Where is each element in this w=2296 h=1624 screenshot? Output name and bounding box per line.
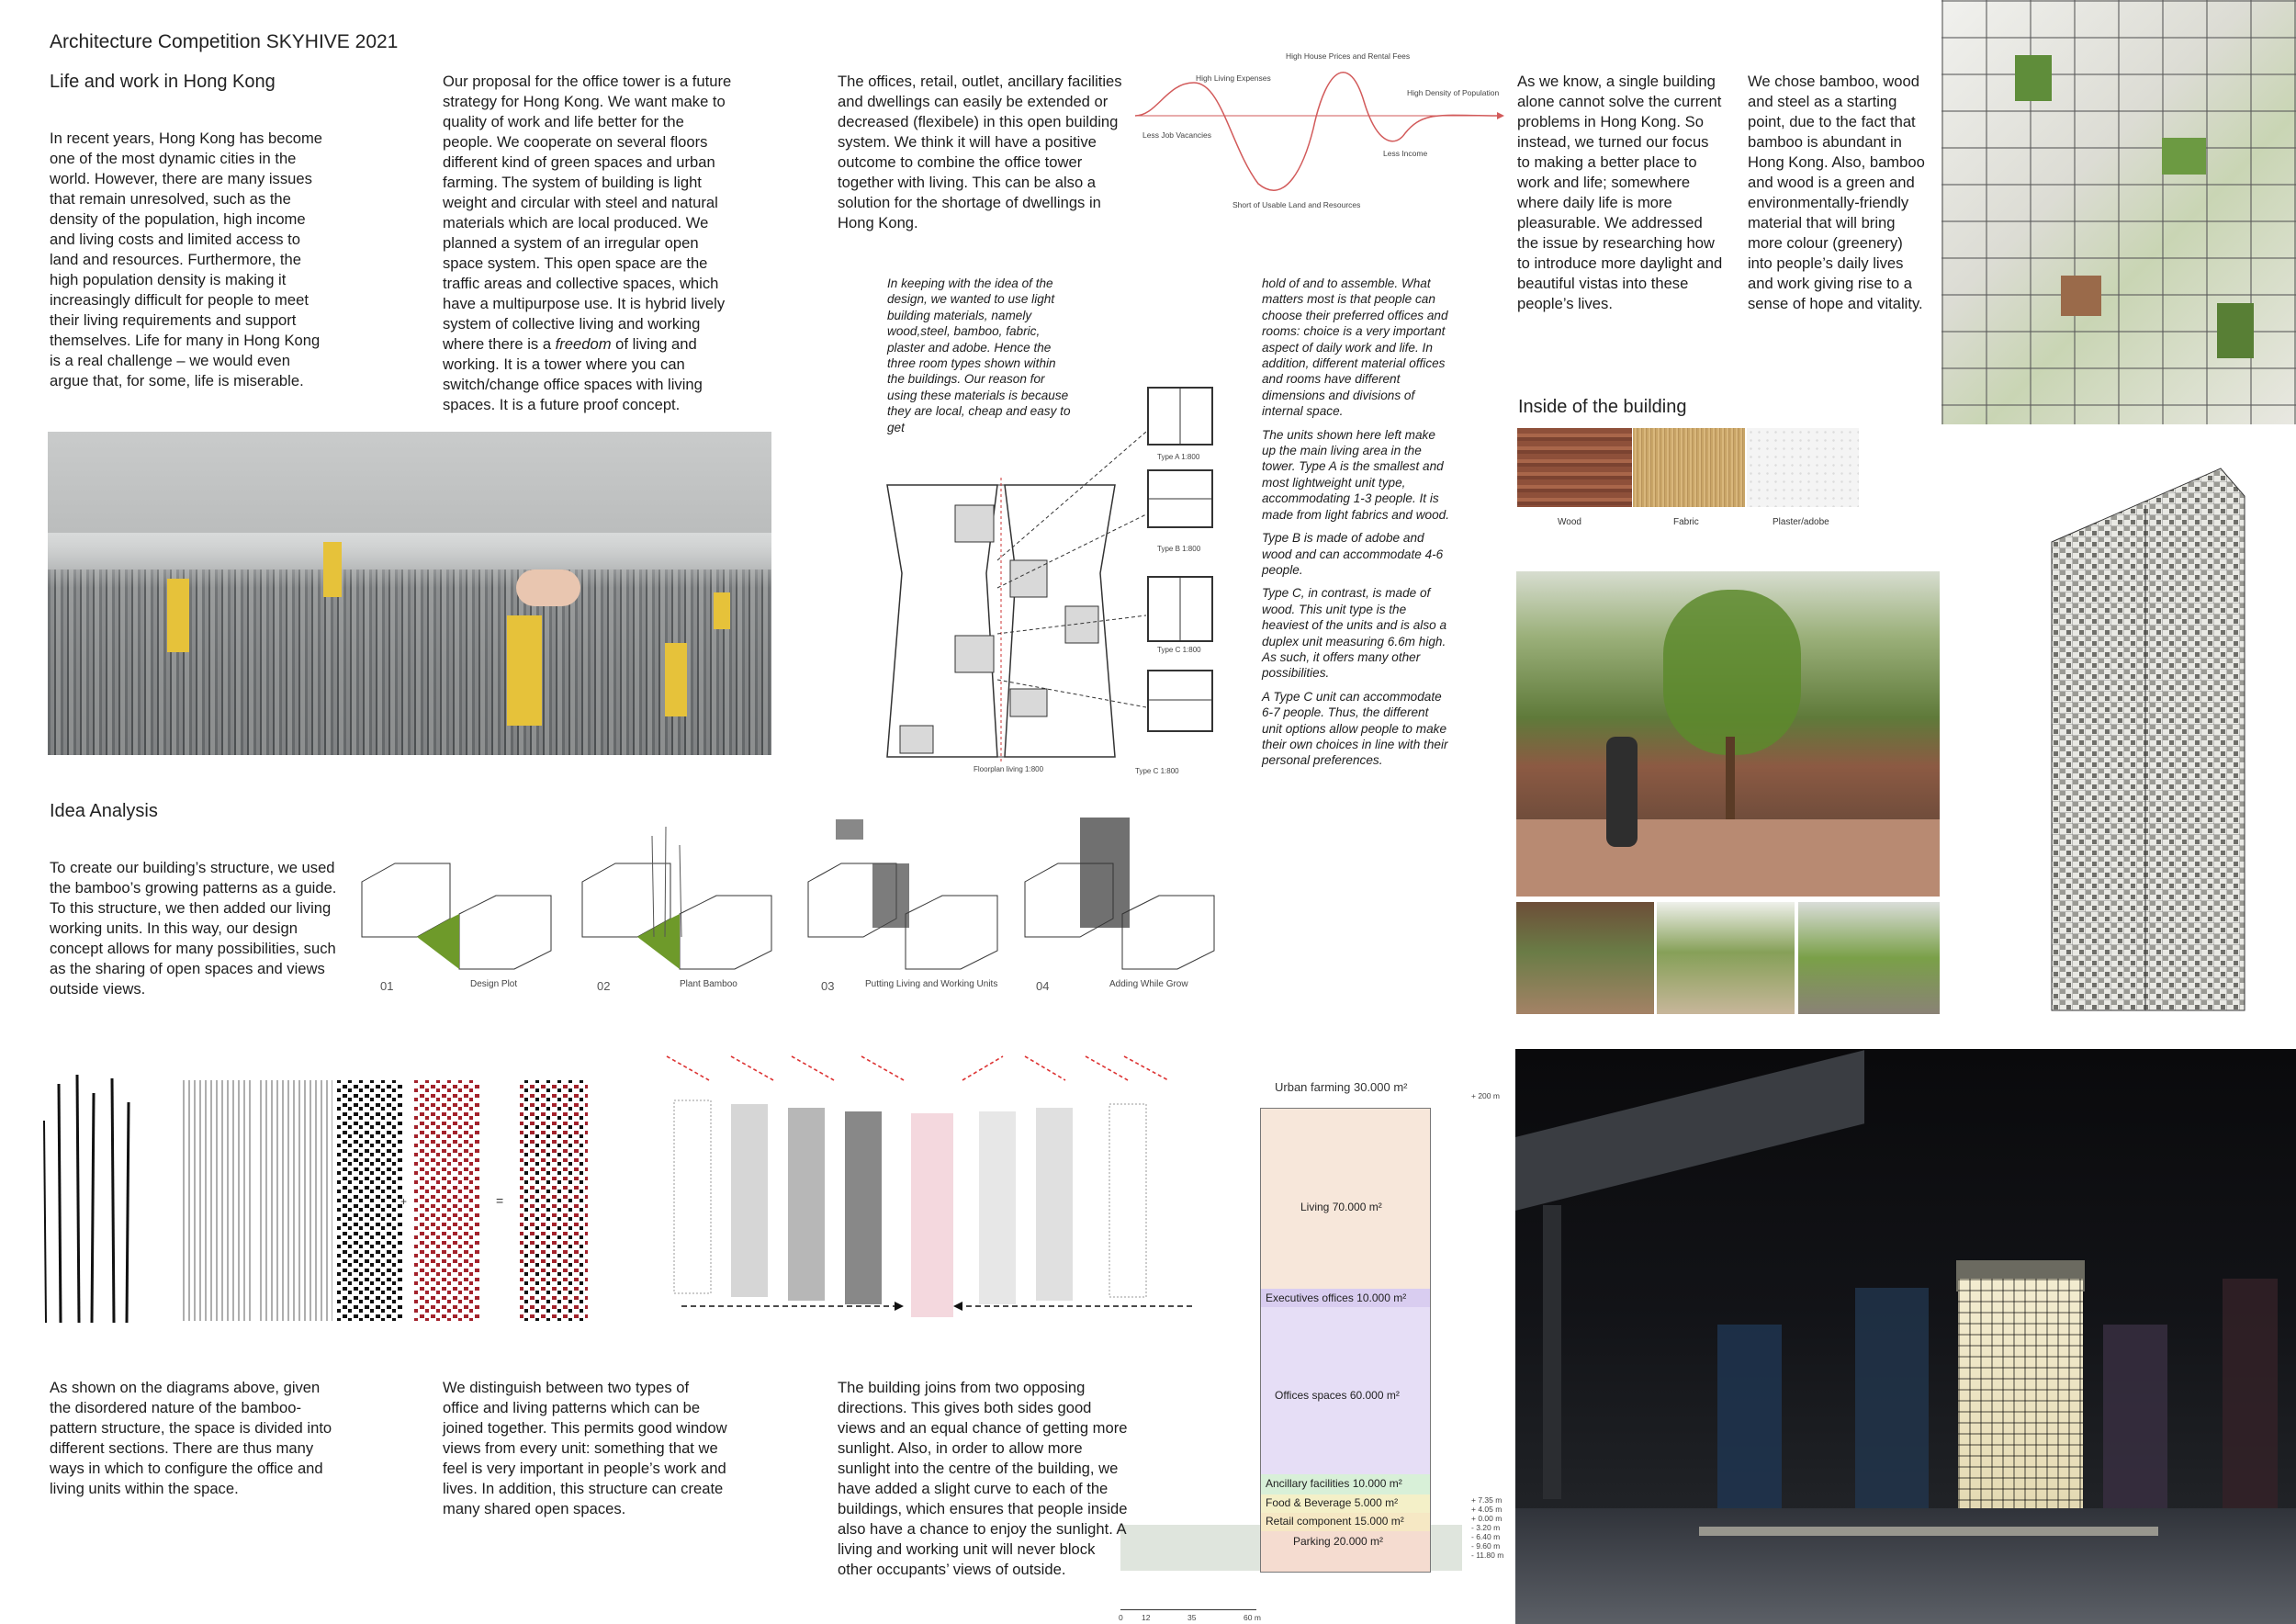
step-04-label: Adding While Grow xyxy=(1109,979,1188,989)
floorplan-label: Floorplan living 1:800 xyxy=(974,765,1044,773)
street xyxy=(1515,1508,2296,1624)
idea-analysis-heading: Idea Analysis xyxy=(50,801,158,821)
label-food: Food & Beverage 5.000 m² xyxy=(1266,1496,1399,1509)
type-b-label: Type B 1:800 xyxy=(1157,545,1201,553)
bamboo-pattern-diagram xyxy=(33,1066,602,1332)
intro-paragraph: In recent years, Hong Kong has become one of the most dynamic cities in the world. However, there are many issues that remain unresolved, such as the density of the population, high income and living costs and limited access to land and resources. Furthermore, the high population density is making it increasingly difficult for people to meet their living requirements and support themselves. Life for many in Hong Kong is a real challenge – we would even argue that, for some, life is miserable. xyxy=(50,130,323,389)
bamboo-illustration xyxy=(44,1075,129,1323)
type-c-lower-label: Type C 1:800 xyxy=(1135,767,1179,775)
background-building-1 xyxy=(1717,1325,1782,1536)
pattern-black xyxy=(336,1080,402,1321)
interior-render-main xyxy=(1516,571,1940,897)
floor-plane xyxy=(1516,819,1940,897)
wave-label-job-vacancies: Less Job Vacancies xyxy=(1142,130,1211,140)
opposing-direction-diagram xyxy=(654,1040,1205,1334)
materials-choice-paragraph: We chose bamboo, wood and steel as a starting point, due to the fact that bamboo is abundant in Hong Kong. Also, bamboo and wood is a green and environmentally-friendly material that will bring more colour (greenery) into people’s daily lives and work giving rise to a sense of hope and vitality. xyxy=(1748,73,1925,312)
floorplan-living xyxy=(887,478,1115,762)
step-04-number: 04 xyxy=(1036,979,1050,993)
light-trail xyxy=(1699,1527,2158,1536)
program-labels xyxy=(1260,1108,1429,1571)
background-building-4 xyxy=(2223,1279,2278,1508)
sunlight-arrows xyxy=(667,1056,1168,1080)
yellow-tower-3 xyxy=(507,615,542,726)
hand-figure xyxy=(516,570,580,606)
cityscape-texture xyxy=(48,570,771,755)
wave-label-house-prices: High House Prices and Rental Fees xyxy=(1286,51,1411,61)
yellow-tower-5 xyxy=(714,592,730,629)
materials-text-right: hold of and to assemble. What matters most is that people can choose their preferred offices and rooms: choice is a very important aspect of daily work and life. In addition, different material offices and rooms have different dimensions and divisions of internal space. The units shown here left make up the main living area in the tower. Type A is the smallest and most lightweight unit type, accommodating 1-3 people. It is made from light fabrics and wood. Type B is made of adobe and wood and can accommodate 4-6 people. Type C, in contrast, is made of wood. This unit type is the heaviest of the units and is also a duplex unit measuring 6.6m high. As such, it offers many other possibilities. A Type C unit can accommodate 6-7 people. Thus, the different unit options allow people to make their own choices in line with their personal preferences. xyxy=(1262,276,1450,768)
background-building-2 xyxy=(1855,1288,1929,1545)
step-01-diagram xyxy=(362,863,551,969)
level-markers: + 7.35 m + 4.05 m + 0.00 m - 3.20 m - 6.40 m - 9.60 m - 11.80 m xyxy=(1471,1495,1504,1560)
level-200: + 200 m xyxy=(1471,1091,1500,1100)
step-02-label: Plant Bamboo xyxy=(680,979,737,989)
yellow-tower-4 xyxy=(665,643,687,716)
step-01-number: 01 xyxy=(380,979,394,993)
scale-60: 60 m xyxy=(1244,1613,1261,1622)
flexibility-paragraph: The offices, retail, outlet, ancillary facilities and dwellings can easily be extended or decreased (flexibele) in this open building system. We think it will have a positive outcome to combine the office tower together with living. This can be also a solution for the shortage of dwellings in Hong Kong. xyxy=(838,73,1122,231)
pattern-lines-2 xyxy=(259,1080,332,1321)
interior-render-small-2 xyxy=(1657,902,1795,1014)
interior-render-small-3 xyxy=(1798,902,1940,1014)
step-04-diagram xyxy=(1025,818,1214,969)
yellow-tower-2 xyxy=(323,542,342,597)
step-02-diagram xyxy=(582,827,771,969)
label-parking: Parking 20.000 m² xyxy=(1293,1535,1384,1548)
page-title: Architecture Competition SKYHIVE 2021 xyxy=(50,31,399,52)
proposal-paragraph: Our proposal for the office tower is a future strategy for Hong Kong. We want make to quality of work and life better for the people. We cooperate on several floors different kind of green spaces and urban farming. The system of building is light weight and circular with steel and natural materials which are local produced. We planned a system of an irregular open space system. This open space are the traffic areas and collective spaces, which have a multipurpose use. It is hybrid lively system of collective living and working where there is a freedom of living and working. It is a tower where you can switch/change office spaces with living spaces. It is a future proof concept. xyxy=(443,73,732,413)
unit-plans xyxy=(997,388,1212,731)
balcony-green-2 xyxy=(2162,138,2206,175)
night-render-image xyxy=(1515,1049,2296,1624)
wave-label-land: Short of Usable Land and Resources xyxy=(1232,200,1361,209)
type-c-upper-label: Type C 1:800 xyxy=(1157,646,1201,654)
wood-swatch xyxy=(1517,428,1632,507)
wood-label: Wood xyxy=(1558,517,1581,527)
floorplan-drawings xyxy=(882,377,1267,781)
balcony-green-1 xyxy=(2015,55,2052,101)
section-heading-life: Life and work in Hong Kong xyxy=(50,72,276,92)
plus-sign: + xyxy=(400,1195,408,1208)
label-retail: Retail component 15.000 m² xyxy=(1266,1515,1404,1528)
plaster-label: Plaster/adobe xyxy=(1773,517,1829,527)
pattern-red xyxy=(413,1080,479,1321)
step-02-number: 02 xyxy=(597,979,611,993)
fog-layer xyxy=(48,533,771,588)
background-building-3 xyxy=(2103,1325,2167,1536)
focus-paragraph: As we know, a single building alone cannot solve the current problems in Hong Kong. So instead, we turned our focus to making a better place to work and life; somewhere where daily life is more pleasurable. We addressed the issue by researching how to introduce more daylight and beautiful vistas into these people’s lives. xyxy=(1517,73,1723,312)
label-ancillary: Ancillary facilities 10.000 m² xyxy=(1266,1477,1402,1490)
wave-label-income: Less Income xyxy=(1383,149,1428,158)
design-steps-diagram xyxy=(358,808,1231,1001)
idea-analysis-text: To create our building’s structure, we used the bamboo’s growing patterns as a guide. To this structure, we then added our living working units. In this way, our design concept allows for many possibilities, such as the sharing of open spaces and views outside views. xyxy=(50,859,337,998)
elevated-highway xyxy=(1515,1050,1864,1211)
step-03-number: 03 xyxy=(821,979,835,993)
scale-bar-line xyxy=(1120,1609,1256,1610)
step-03-label: Putting Living and Working Units xyxy=(865,979,998,989)
balcony-green-3 xyxy=(2217,303,2254,358)
pattern-combined xyxy=(520,1080,588,1321)
equals-sign: = xyxy=(496,1193,504,1208)
label-exec: Executives offices 10.000 m² xyxy=(1266,1291,1407,1304)
fabric-swatch xyxy=(1633,428,1745,507)
issues-wave-diagram xyxy=(1130,46,1506,220)
person-figure xyxy=(1606,737,1638,847)
bottom-text-2: We distinguish between two types of office and living patterns which can be joined together. This permits good window views from every unit: something that we feel is very important in people’s work and lives. In addition, this structure can create many shared open spaces. xyxy=(443,1379,727,1517)
wave-axis-arrow xyxy=(1497,112,1504,119)
scale-35: 35 xyxy=(1187,1613,1197,1622)
scale-0: 0 xyxy=(1119,1613,1123,1622)
hong-kong-collage-image xyxy=(48,432,771,755)
bottom-text-1: As shown on the diagrams above, given the disordered nature of the bamboo-pattern structure, the space is divided into different sections. There are thus many ways in which to configure the office and living units within the space. xyxy=(50,1379,332,1497)
facade-closeup-image xyxy=(1941,0,2296,424)
step-03-diagram xyxy=(808,819,997,969)
label-offices: Offices spaces 60.000 m² xyxy=(1275,1389,1400,1402)
highway-pillar xyxy=(1543,1205,1561,1499)
type-a-label: Type A 1:800 xyxy=(1157,453,1200,461)
tower-elevation-render xyxy=(2046,459,2248,1020)
program-urban-farming: Urban farming 30.000 m² xyxy=(1275,1080,1408,1094)
bottom-text-3: The building joins from two opposing directions. This gives both sides good views and an equal chance of getting more sunlight. Also, in order to allow more sunlight into the centre of the building, we have added a slight curve to each of the buildings, which ensures that people inside also have a chance to enjoy the sunlight. A living and working unit will never block other occupants’ views of outside. xyxy=(838,1379,1128,1578)
wave-label-living-expenses: High Living Expenses xyxy=(1196,73,1271,83)
inside-heading: Inside of the building xyxy=(1518,397,1687,417)
label-living: Living 70.000 m² xyxy=(1300,1201,1382,1213)
tree-canopy xyxy=(1663,590,1801,755)
wave-label-population: High Density of Population xyxy=(1407,88,1500,97)
pattern-lines-1 xyxy=(180,1080,253,1321)
scale-12: 12 xyxy=(1142,1613,1151,1622)
facade-panels xyxy=(674,1100,1146,1317)
yellow-tower-1 xyxy=(167,579,189,652)
interior-render-small-1 xyxy=(1516,902,1654,1014)
fabric-label: Fabric xyxy=(1673,517,1699,527)
materials-text-left: In keeping with the idea of the design, we wanted to use light building materials, namely wood,steel, bamboo, fabric, plaster and adobe. Hence the three room types shown within the buildings. Our reason for using these materials is because they are local, cheap and easy to get xyxy=(887,276,1071,434)
balcony-wood xyxy=(2061,276,2101,316)
plaster-swatch xyxy=(1747,428,1859,507)
step-01-label: Design Plot xyxy=(470,979,518,989)
